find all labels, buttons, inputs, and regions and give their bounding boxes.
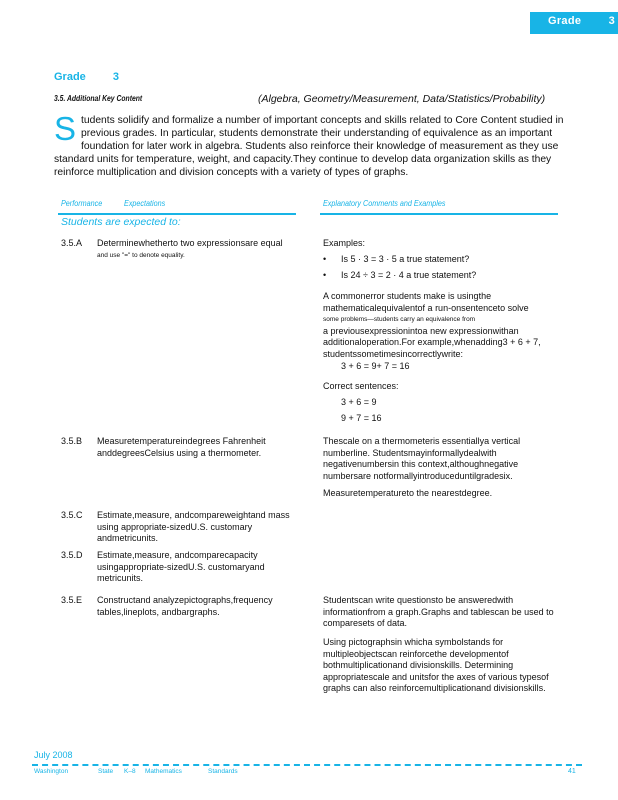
expectation-code: 3.5.E (61, 595, 83, 605)
grade-tab-label: Grade 3 (548, 15, 616, 27)
run-on-text-rest: a previousexpressionintoa new expressionwithan additionaloperation.For example,whenadding3 + 6 + 7, studentssometimesincorrectlywrite: (323, 325, 541, 359)
pictographs-comment: Using pictographsin whicha symbolstands for multipleobjectscan reinforcethe developmentof bothmultiplicationand divisionskills. Determining appropriatescale and unitsfor the axes of various typesof graphs can also reinforcemultiplicationand divisionskills. (323, 637, 549, 693)
intro-paragraph (54, 110, 570, 179)
run-on-small-text: some problems—students carry an equivalence from (323, 316, 476, 323)
footer-item: Washington (34, 768, 69, 775)
right-column-rule (320, 213, 558, 215)
grade-heading: Grade 3 (54, 71, 119, 83)
section-strands: (Algebra, Geometry/Measurement, Data/Statistics/Probability) (258, 93, 546, 105)
expectation-note: and use "=" to denote equality. (97, 251, 185, 259)
example-bullet: Is 24 ÷ 3 = 2 · 4 a true statement? (341, 270, 477, 280)
examples-label: Examples: (323, 238, 366, 248)
explanatory-heading: Explanatory Comments and Examples (323, 199, 446, 208)
footer-item: K–8 (124, 768, 136, 775)
example-bullet: Is 5 · 3 = 3 · 5 a true statement? (341, 254, 470, 264)
performance-expectations-heading: Performance Expectations (61, 199, 166, 208)
correct-equation: 3 + 6 = 9 (341, 397, 377, 407)
expectation-code: 3.5.D (61, 550, 83, 560)
expectation-code: 3.5.B (61, 436, 83, 446)
intro-text: tudents solidify and formalize a number of important concepts and skills related to Core Content studied in previous grades. In particular, students demonstrate their understanding of equivalence as an important foundation for later work in algebra. Students also reinforce their knowledge of measurement as they use standard units for temperature, weight, and capacity.They continue to develop data organization skills as they reinforce multiplication and division concepts with a variety of types of graphs. (54, 115, 564, 178)
expectation-main-text: Determinewhetherto two expressionsare equal (97, 238, 283, 248)
expectation-code: 3.5.C (61, 510, 83, 520)
expectation-text: Measuretemperatureindegrees Fahrenheit anddegreesCelsius using a thermometer. (97, 436, 266, 458)
footer-item: Standards (208, 768, 238, 775)
run-on-explanation (323, 291, 557, 360)
drop-cap: S (54, 110, 77, 147)
footer-item: State (98, 768, 114, 775)
bullet-marker: • (323, 254, 327, 264)
thermometer-comment: Thescale on a thermometeris essentiallya vertical numberline. Studentsmayinformallydealwith negativenumbersin this context,althoughnegative numbersare notformallyintroduceduntilgradesix. (323, 436, 521, 481)
expectation-text: Estimate,measure, andcompareweightand mass using appropriate-sizedU.S. customary andmetricunits. (97, 510, 290, 543)
footer-date: July 2008 (34, 750, 73, 760)
expectation-text (97, 238, 297, 261)
expectation-text: Estimate,measure, andcomparecapacity usingappropriate-sizedU.S. customaryand metricunits. (97, 550, 265, 583)
page-number: 41 (568, 768, 576, 775)
correct-equation: 9 + 7 = 16 (341, 413, 382, 423)
expectation-text: Constructand analyzepictographs,frequency tables,lineplots, andbargraphs. (97, 595, 273, 617)
bullet-marker: • (323, 270, 327, 280)
correct-sentences-label: Correct sentences: (323, 381, 399, 391)
expected-line: Students are expected to: (61, 216, 181, 228)
incorrect-equation: 3 + 6 = 9+ 7 = 16 (341, 361, 410, 371)
graph-questions-comment: Studentscan write questionsto be answeredwith informationfrom a graph.Graphs and tablescan be used to comparesets of data. (323, 595, 554, 628)
section-title: 3.5. Additional Key Content (54, 94, 143, 103)
run-on-text: A commonerror students make is usingthe mathematicalequivalentof a run-onsentenceto solve (323, 291, 529, 313)
expectation-code: 3.5.A (61, 238, 83, 248)
footer-item: Mathematics (145, 768, 182, 775)
measure-temperature-comment: Measuretemperatureto the nearestdegree. (323, 488, 493, 498)
footer-divider (32, 764, 582, 766)
left-column-rule (58, 213, 296, 215)
